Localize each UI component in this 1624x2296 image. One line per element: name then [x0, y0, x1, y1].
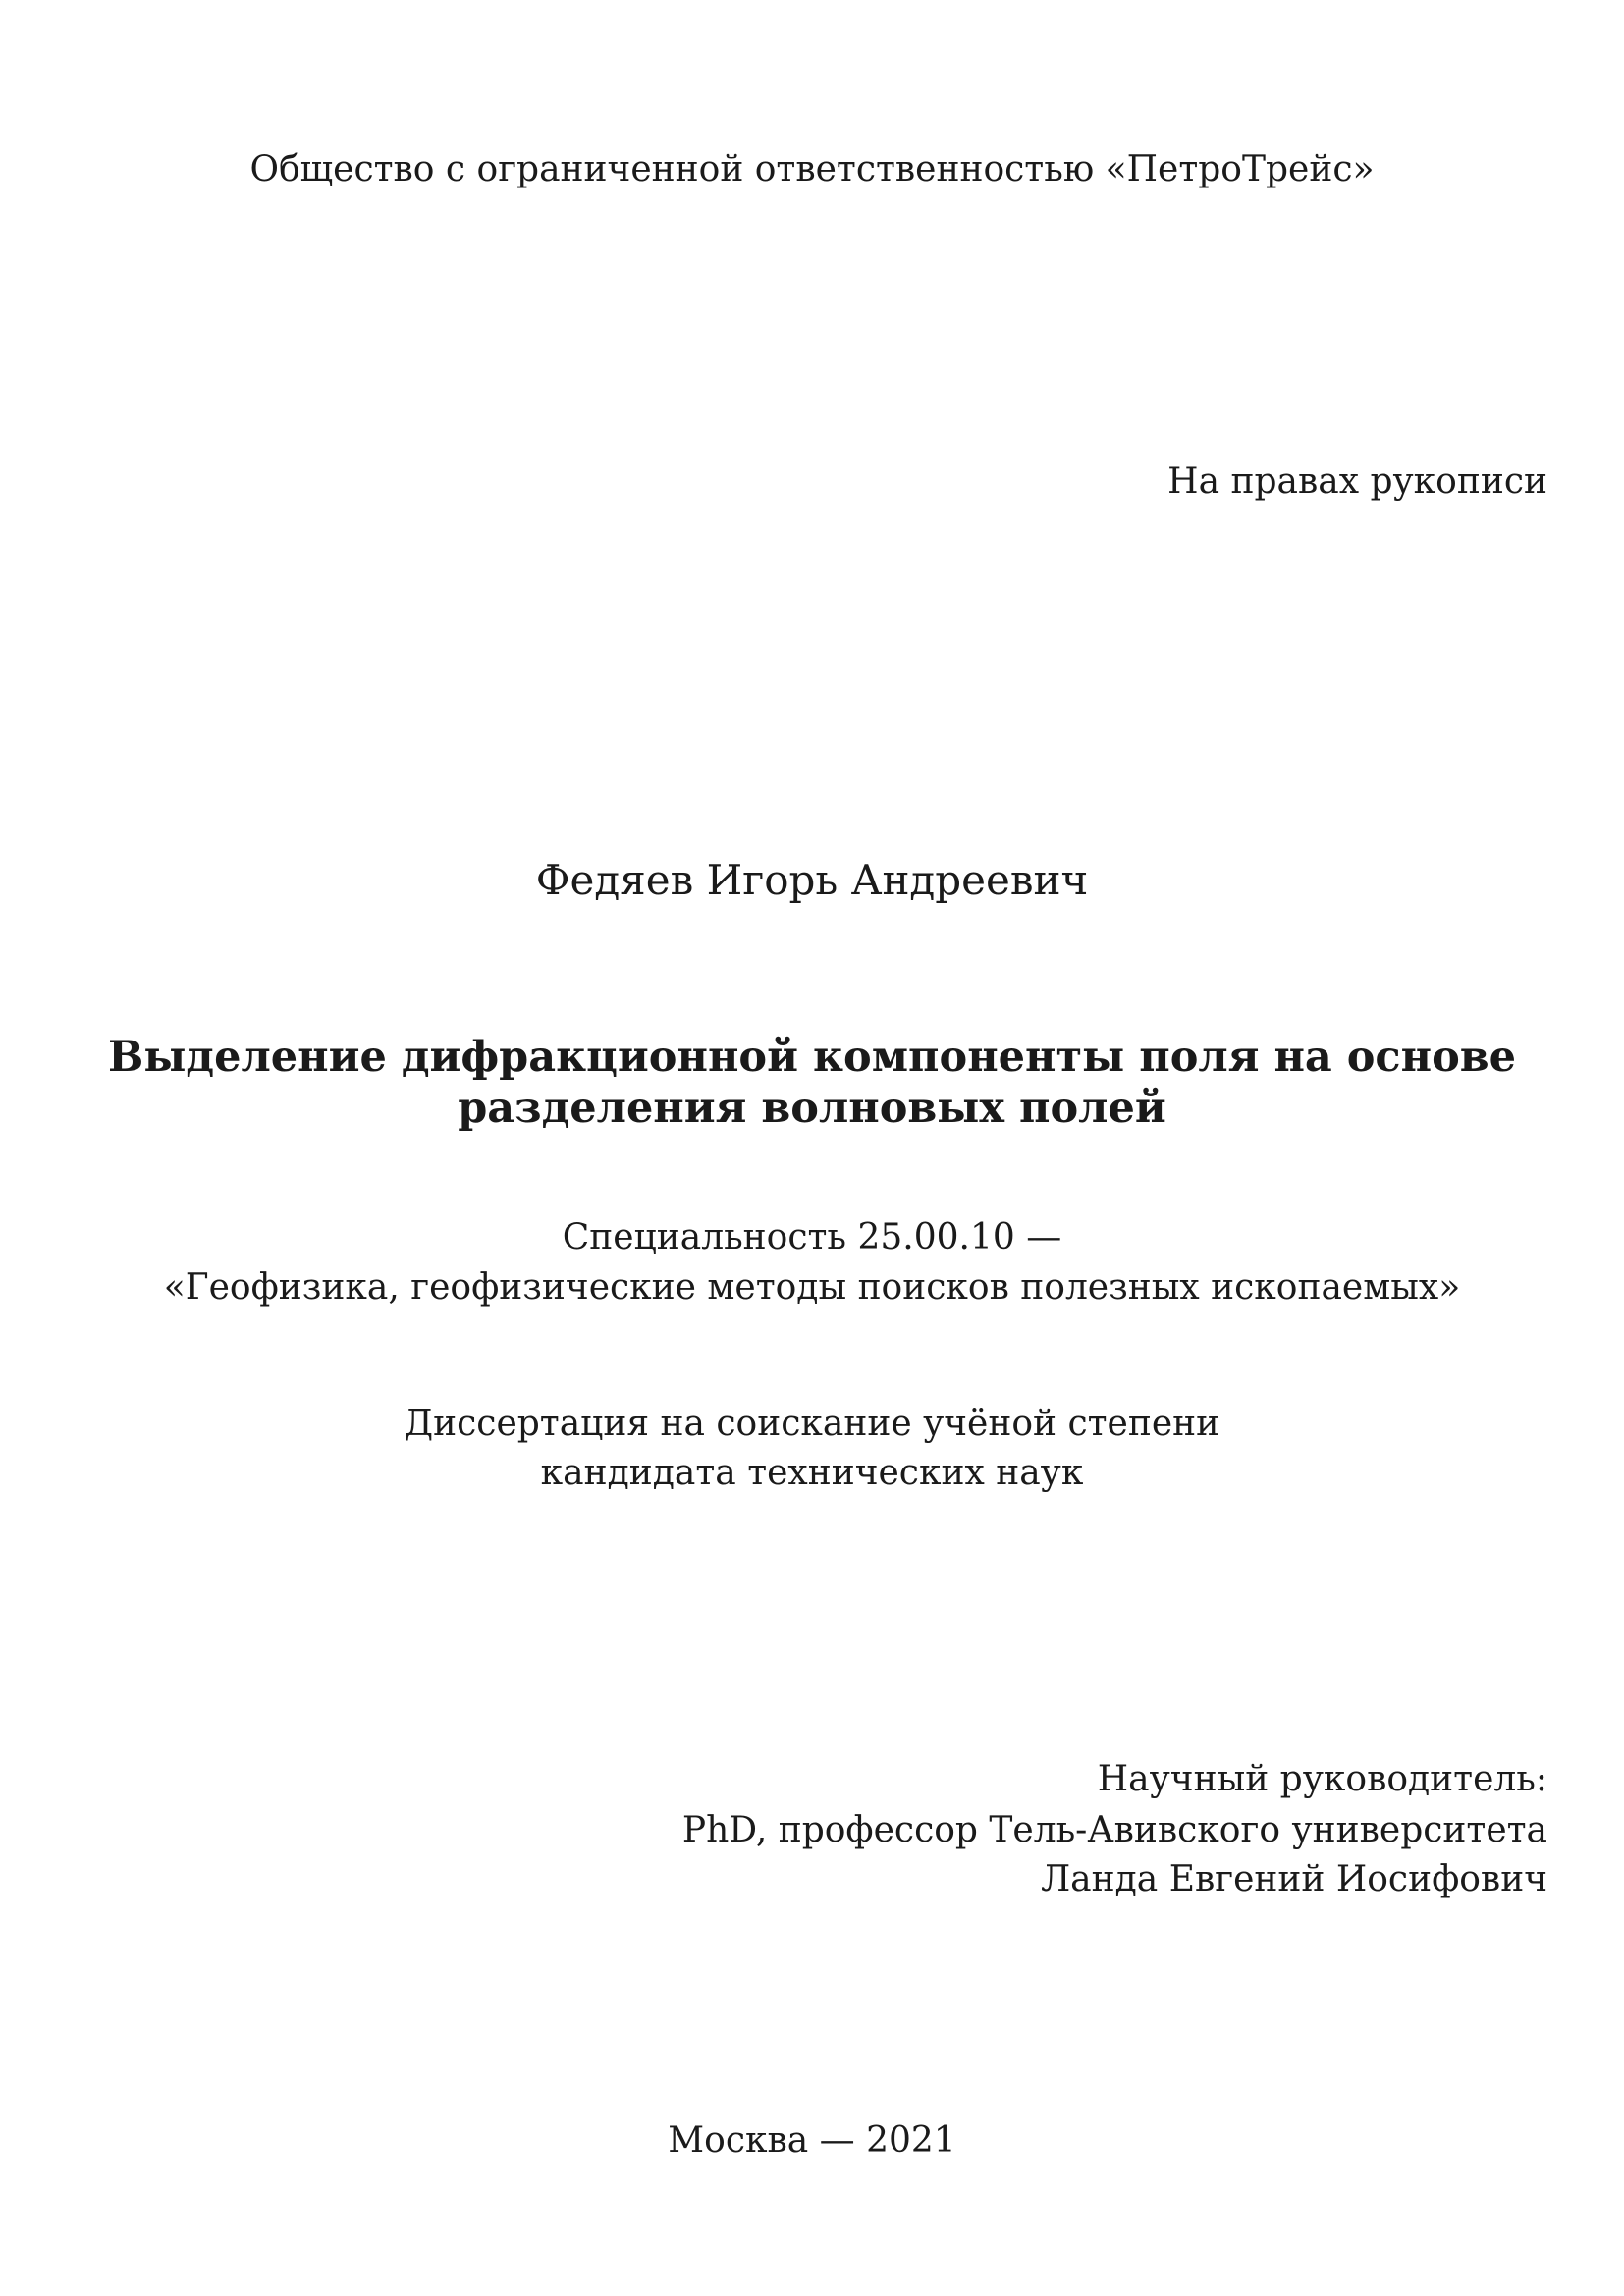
- author-name: Федяев Игорь Андреевич: [535, 856, 1089, 904]
- city-year: Москва — 2021: [668, 2120, 956, 2161]
- specialty-line-2: «Геофизика, геофизические методы поисков полезных ископаемых»: [163, 1267, 1461, 1308]
- supervisor-label: Научный руководитель:: [1097, 1759, 1547, 1799]
- thesis-title-line-1: Выделение дифракционной компоненты поля на основе: [107, 1033, 1516, 1082]
- degree-line-2: кандидата технических наук: [540, 1453, 1084, 1493]
- supervisor-position: PhD, профессор Тель-Авивского университета: [681, 1810, 1547, 1850]
- manuscript-note: На правах рукописи: [1167, 461, 1547, 502]
- supervisor-name: Ланда Евгений Иосифович: [1041, 1859, 1547, 1899]
- specialty-line-1: Специальность 25.00.10 —: [562, 1217, 1062, 1257]
- degree-line-1: Диссертация на соискание учёной степени: [404, 1404, 1220, 1444]
- organization-name: Общество с ограниченной ответственностью «ПетроТрейс»: [249, 149, 1375, 189]
- thesis-title-line-2: разделения волновых полей: [458, 1084, 1166, 1133]
